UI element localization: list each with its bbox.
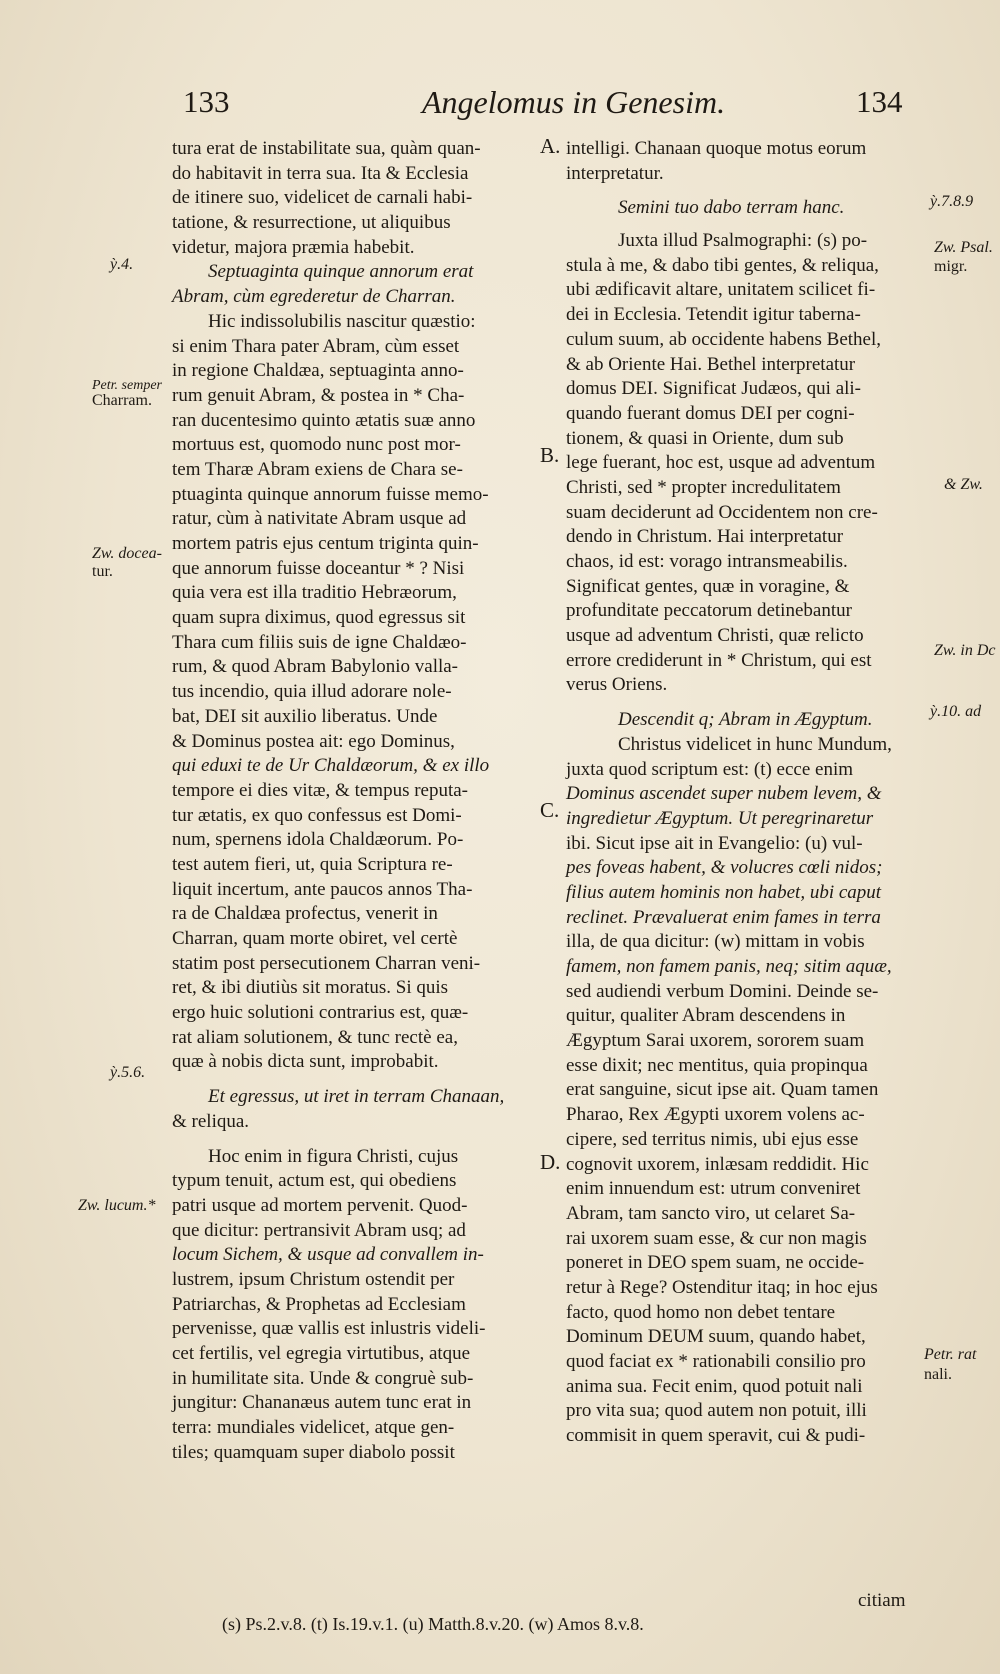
text-line: tura erat de instabilitate sua, quàm quan- (172, 138, 481, 159)
margin-note-nali: nali. (924, 1366, 952, 1383)
text-line: enim innuendum est: utrum conveniret (566, 1178, 861, 1200)
text-line: interpretatur. (566, 162, 664, 184)
spacer (566, 186, 936, 196)
margin-note-petr: Petr. semper (92, 378, 162, 393)
text-line: rum genuit Abram, & postea in * Cha- (172, 384, 465, 406)
section-letter-b: B. (540, 443, 560, 467)
spacer (172, 1135, 544, 1145)
running-title: Angelomus in Genesim. (422, 84, 726, 120)
text-line: errore crediderunt in * Christum, qui est (566, 649, 872, 671)
text-line: domus DEI. Significat Judæos, qui ali- (566, 378, 862, 400)
text-line: jungitur: Chananæus autem tunc erat in (172, 1392, 472, 1414)
text-line: pro vita sua; quod autem non potuit, illi (566, 1400, 867, 1422)
text-line: si enim Thara pater Abram, cùm esset (172, 335, 460, 357)
margin-note-zw-indc: Zw. in Dc (934, 642, 996, 659)
text-line: videtur, majora præmia habebit. (172, 236, 415, 258)
text-line: rai uxorem suam esse, & cur non magis (566, 1227, 867, 1249)
margin-note-charram: Charram. (92, 392, 152, 409)
text-line: dei in Ecclesia. Tetendit igitur taberna- (566, 304, 861, 326)
text-line: tem Tharæ Abram exiens de Chara se- (172, 458, 463, 480)
text-line: illa, de qua dicitur: (w) mittam in vobis (566, 931, 865, 953)
text-line: rum, & quod Abram Babylonio valla- (172, 656, 459, 678)
text-line: juxta quod scriptum est: (t) ecce enim (566, 758, 854, 780)
text-line: ratur, cùm à nativitate Abram usque ad (172, 508, 467, 530)
text-line: terra: mundiales videlicet, atque gen- (172, 1417, 455, 1439)
text-line: in humilitate sita. Unde & congruè sub- (172, 1367, 474, 1389)
text-line: retur à Rege? Ostenditur itaq; in hoc ejus (566, 1276, 878, 1298)
spacer (172, 1075, 544, 1085)
text-line: do habitavit in terra sua. Ita & Ecclesia (172, 162, 469, 184)
text-line: filius autem hominis non habet, ubi caput (566, 881, 882, 903)
text-line: usque ad adventum Christi, quæ relicto (566, 625, 864, 647)
scripture-lemma: Descendit q; Abram in Ægyptum. (618, 709, 873, 731)
text-line: Abram, tam sancto viro, ut celaret Sa- (566, 1202, 856, 1224)
text-line: & Dominus postea ait: ego Dominus, (172, 730, 455, 752)
text-line: lege fuerant, hoc est, usque ad adventum (566, 452, 876, 474)
text-line: tionem, & quasi in Oriente, dum sub (566, 427, 844, 449)
page-number-right: 134 (856, 84, 903, 119)
margin-note-zw-docea: Zw. docea- (92, 545, 162, 562)
text-line: poneret in DEO spem suam, ne occide- (566, 1252, 865, 1274)
text-line: culum suum, ab occidente habens Bethel, (566, 328, 881, 350)
text-line: anima sua. Fecit enim, quod potuit nali (566, 1375, 863, 1397)
right-text-column (566, 137, 936, 1449)
text-line: in regione Chaldæa, septuaginta anno- (172, 360, 464, 382)
text-line: tempore ei dies vitæ, & tempus reputa- (172, 779, 469, 801)
text-line: num, spernens idola Chaldæorum. Po- (172, 829, 464, 851)
page-number-left: 133 (183, 84, 230, 119)
text-line: pervenisse, quæ vallis est inlustris videli- (172, 1318, 486, 1340)
text-line: profunditate peccatorum detinebantur (566, 600, 852, 622)
text-line: quitur, qualiter Abram descendens in (566, 1005, 846, 1027)
text-line: commisit in quem speravit, cui & pudi- (566, 1425, 866, 1447)
text-line: qui eduxi te de Ur Chaldæorum, & ex illo (172, 755, 490, 777)
text-line: statim post persecutionem Charran veni- (172, 952, 481, 974)
text-line: facto, quod homo non debet tentare (566, 1301, 836, 1323)
text-line: Christus videlicet in hunc Mundum, (618, 733, 892, 755)
text-line: intelligi. Chanaan quoque motus eorum (566, 138, 867, 159)
margin-note-zw-lucum: Zw. lucum.* (78, 1197, 156, 1214)
catchword: citiam (858, 1590, 906, 1611)
text-line: Thara cum filiis suis de igne Chaldæo- (172, 631, 467, 653)
margin-note-et-zw: & Zw. (944, 476, 983, 493)
spacer (566, 698, 936, 708)
footnotes: (s) Ps.2.v.8. (t) Is.19.v.1. (u) Matth.8.v.20. (w) Amos 8.v.8. (222, 1614, 644, 1634)
text-line: ibi. Sicut ipse ait in Evangelio: (u) vul- (566, 832, 863, 854)
text-line: tur ætatis, ex quo confessus est Domi- (172, 804, 462, 826)
text-line: suam deciderunt ad Occidentem non cre- (566, 501, 878, 523)
text-line: tiles; quamquam super diabolo possit (172, 1441, 455, 1463)
margin-verse-7-8-9: ỳ.7.8.9 (930, 193, 974, 210)
section-letter-c: C. (540, 798, 560, 822)
text-line: lustrem, ipsum Christum ostendit per (172, 1268, 455, 1290)
text-line: famem, non famem panis, neq; sitim aquæ, (566, 956, 892, 977)
text-line: rat aliam solutionem, & tunc rectè ea, (172, 1026, 458, 1048)
text-line: verus Oriens. (566, 674, 668, 696)
text-line: pes foveas habent, & volucres cœli nidos; (566, 857, 883, 879)
text-line: dendo in Christum. Hai interpretatur (566, 526, 844, 548)
text-line: liquit incertum, ante paucos annos Tha- (172, 878, 473, 900)
margin-note-migr: migr. (934, 258, 968, 275)
scripture-lemma: Semini tuo dabo terram hanc. (618, 197, 845, 219)
text-line: ret, & ibi diutiùs sit moratus. Si quis (172, 977, 449, 999)
text-line: Juxta illud Psalmographi: (s) po- (618, 230, 868, 252)
text-line: Patriarchas, & Prophetas ad Ecclesiam (172, 1293, 466, 1315)
text-line: Significat gentes, quæ in voragine, & (566, 575, 850, 597)
text-line: erat sanguine, sicut ipse ait. Quam tamen (566, 1079, 879, 1101)
text-line: mortem patris ejus centum triginta quin- (172, 533, 479, 554)
text-line: sed audiendi verbum Domini. Deinde se- (566, 980, 879, 1002)
text-line: Ægyptum Sarai uxorem, sororem suam (566, 1030, 865, 1052)
text-line: Dominum DEUM suum, quando habet, (566, 1326, 866, 1348)
text-line: stula à me, & dabo tibi gentes, & reliqua, (566, 254, 879, 276)
text-line: mortuus est, quomodo nunc post mor- (172, 434, 461, 456)
text-line: typum tenuit, actum est, qui obediens (172, 1170, 457, 1192)
margin-verse-4: ỳ.4. (110, 256, 134, 273)
margin-verse-5-6: ỳ.5.6. (110, 1064, 146, 1081)
text-line: tus incendio, quia illud adorare nole- (172, 681, 452, 703)
margin-note-zw-psal: Zw. Psal. (934, 239, 993, 256)
margin-verse-10: ỳ.10. ad (930, 703, 982, 720)
text-line: patri usque ad mortem pervenit. Quod- (172, 1194, 468, 1216)
text-line: esse dixit; nec mentitus, quia propinqua (566, 1054, 868, 1076)
text-line: ptuaginta quinque annorum fuisse memo- (172, 483, 489, 505)
text-line: quod faciat ex * rationabili consilio pro (566, 1351, 866, 1372)
text-line: ergo huic solutioni contrarius est, quæ- (172, 1002, 469, 1024)
text-line: cognovit uxorem, inlæsam reddidit. Hic (566, 1153, 869, 1175)
text-line: quando fuerant domus DEI per cogni- (566, 402, 855, 424)
text-line: de itinere suo, videlicet de carnali habi- (172, 187, 473, 209)
scripture-lemma: Abram, cùm egrederetur de Charran. (172, 286, 456, 308)
text-line: test autem fieri, ut, quia Scriptura re- (172, 853, 453, 875)
text-line: locum Sichem, & usque ad convallem in- (172, 1244, 484, 1266)
section-letter-d: D. (540, 1150, 561, 1174)
text-line: quia vera est illa traditio Hebræorum, (172, 582, 457, 604)
text-line: Hoc enim in figura Christi, cujus (208, 1145, 459, 1167)
section-letter-a: A. (540, 134, 561, 158)
text-line: que dicitur: pertransivit Abram usq; ad (172, 1219, 466, 1241)
text-line: bat, DEI sit auxilio liberatus. Unde (172, 705, 438, 727)
left-text-column (172, 137, 544, 1465)
text-line: ingredietur Ægyptum. Ut peregrinaretur (566, 807, 874, 829)
text-line: tatione, & resurrectione, ut aliquibus (172, 212, 451, 234)
text-line: quæ à nobis dicta sunt, improbabit. (172, 1051, 439, 1073)
text-line: ran ducentesimo quinto ætatis suæ anno (172, 409, 476, 431)
text-line: Pharao, Rex Ægypti uxorem volens ac- (566, 1104, 865, 1126)
text-line: ubi ædificavit altare, unitatem scilicet fi- (566, 279, 876, 301)
margin-note-tur: tur. (92, 563, 113, 580)
text-line: ra de Chaldæa profectus, venerit in (172, 903, 438, 925)
text-line: Dominus ascendet super nubem levem, & (566, 783, 882, 805)
text-line: Charran, quam morte obiret, vel certè (172, 928, 458, 949)
text-line: cipere, sed territus nimis, ubi ejus esse (566, 1128, 859, 1150)
text-line: & reliqua. (172, 1110, 250, 1132)
text-line: que annorum fuisse doceantur * ? Nisi (172, 557, 465, 579)
text-line: Hic indissolubilis nascitur quæstio: (208, 310, 476, 332)
text-line: & ab Oriente Hai. Bethel interpretatur (566, 353, 856, 375)
spacer (566, 221, 936, 229)
text-line: Christi, sed * propter incredulitatem (566, 476, 841, 498)
text-line: reclinet. Prævaluerat enim fames in terra (566, 906, 881, 928)
text-line: chaos, id est: vorago intransmeabilis. (566, 551, 848, 572)
margin-note-petr-rat: Petr. rat (924, 1346, 977, 1363)
text-line: quam supra diximus, quod egressus sit (172, 607, 466, 629)
text-line: cet fertilis, vel egregia virtutibus, atque (172, 1343, 471, 1364)
scripture-lemma: Septuaginta quinque annorum erat (208, 261, 474, 283)
scripture-lemma: Et egressus, ut iret in terram Chanaan, (208, 1086, 505, 1108)
